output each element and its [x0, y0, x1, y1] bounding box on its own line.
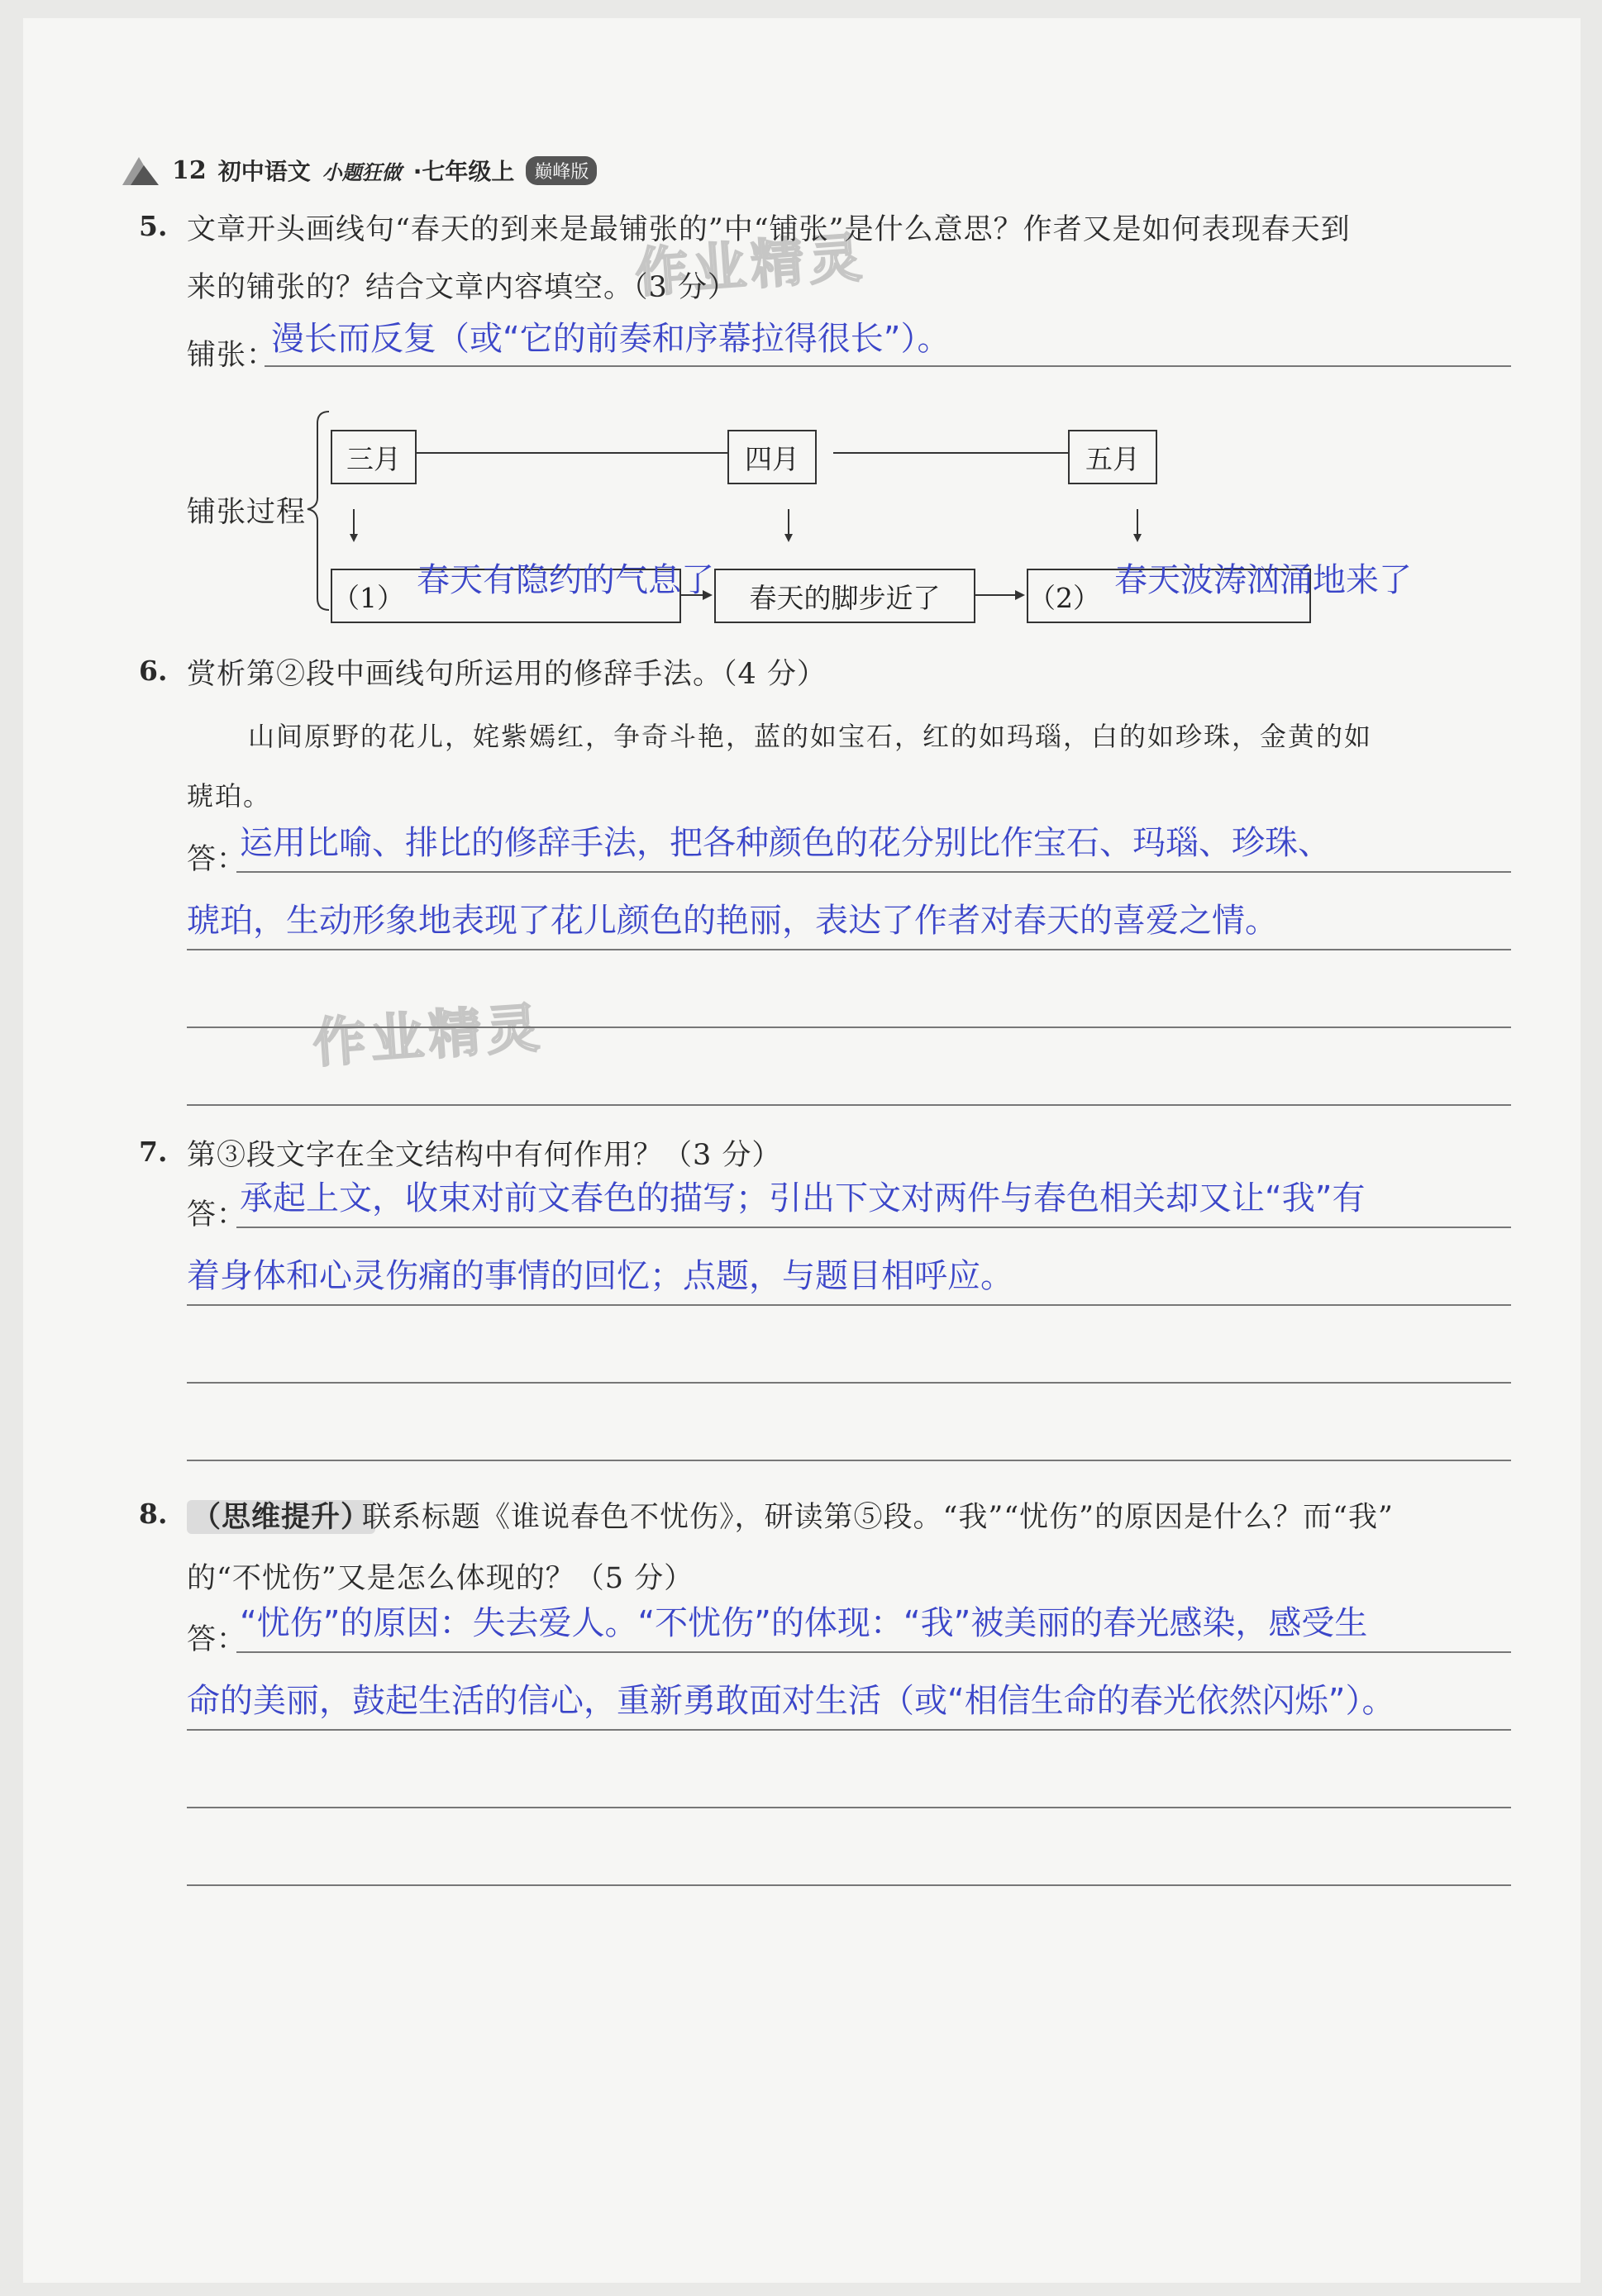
answer-label: 答： — [187, 1198, 247, 1231]
blank-label-2: （2） — [1028, 581, 1100, 614]
handwritten-answer: 着身体和心灵伤痛的事情的回忆；点题，与题目相呼应。 — [187, 1257, 1013, 1295]
page-number: 12 — [172, 155, 207, 185]
edition-badge: 巅峰版 — [526, 156, 597, 185]
quote-text: 琥珀。 — [187, 780, 272, 812]
answer-line — [187, 1027, 1511, 1028]
blank-label-1: （1） — [332, 581, 404, 614]
answer-line — [187, 1382, 1511, 1384]
handwritten-answer: “忧伤”的原因：失去爱人。“不忧伤”的体现：“我”被美丽的春光感染，感受生 — [240, 1604, 1368, 1642]
answer-line — [187, 1460, 1511, 1461]
subject-title: 初中语文 — [217, 158, 311, 185]
answer-line — [187, 949, 1511, 950]
answer-line — [187, 1884, 1511, 1886]
question-tag — [187, 1494, 375, 1536]
month-box-april: 四月 — [727, 430, 817, 484]
question-number: 7. — [139, 1136, 168, 1168]
answer-line — [187, 1729, 1511, 1731]
question-text: 赏析第②段中画线句所运用的修辞手法。（4 分） — [187, 658, 827, 691]
answer-line — [187, 1304, 1511, 1306]
question-number: 6. — [139, 655, 168, 687]
handwritten-answer: 运用比喻、排比的修辞手法，把各种颜色的花分别比作宝石、玛瑙、珍珠、 — [240, 824, 1331, 862]
answer-label: 答： — [187, 843, 247, 876]
question-text: 联系标题《谁说春色不忧伤》，研读第⑤段。“我”“忧伤”的原因是什么？而“我” — [362, 1501, 1394, 1534]
page-header — [121, 154, 597, 187]
question-text: 文章开头画线句“春天的到来是最铺张的”中“铺张”是什么意思？作者又是如何表现春天到 — [187, 213, 1351, 246]
month-box-march: 三月 — [331, 430, 417, 484]
answer-label: 答： — [187, 1623, 247, 1656]
triangle-logo-icon — [121, 154, 160, 187]
answer-line — [236, 1651, 1511, 1653]
answer-line — [265, 365, 1511, 367]
puzhang-label: 铺张： — [187, 339, 277, 372]
thinking-tag: （思维提升） — [187, 1500, 375, 1534]
workbook-page — [23, 18, 1581, 2283]
mid-box: 春天的脚步近了 — [714, 569, 975, 623]
watermark: 作业精灵 — [311, 998, 546, 1075]
watermark: 作业精灵 — [633, 227, 869, 305]
month-box-may: 五月 — [1068, 430, 1157, 484]
quote-text: 山间原野的花儿，姹紫嫣红，争奇斗艳，蓝的如宝石，红的如玛瑙，白的如珍珠，金黄的如 — [248, 721, 1373, 752]
question-number: 8. — [139, 1498, 168, 1530]
handwritten-answer: 春天波涛汹涌地来了 — [1114, 561, 1412, 599]
question-text: 的“不忧伤”又是怎么体现的？（5 分） — [187, 1562, 694, 1595]
handwritten-answer: 承起上文，收束对前文春色的描写；引出下文对两件与春色相关却又让“我”有 — [240, 1179, 1366, 1217]
grade-label: ·七年级上 — [412, 158, 515, 185]
question-number: 5. — [139, 210, 168, 242]
handwritten-answer: 漫长而反复（或“它的前奏和序幕拉得很长”）。 — [271, 320, 951, 358]
question-text: 来的铺张的？结合文章内容填空。（3 分） — [187, 271, 737, 304]
handwritten-answer: 命的美丽，鼓起生活的信心，重新勇敢面对生活（或“相信生命的春光依然闪烁”）。 — [187, 1682, 1395, 1720]
question-text: 第③段文字在全文结构中有何作用？（3 分） — [187, 1139, 782, 1172]
answer-line — [236, 1227, 1511, 1228]
handwritten-answer: 春天有隐约的气息了 — [417, 561, 714, 599]
answer-line — [187, 1104, 1511, 1106]
process-label: 铺张过程 — [187, 496, 307, 529]
series-logo: 小题狂做 — [322, 160, 402, 184]
answer-line — [236, 871, 1511, 873]
answer-line — [187, 1807, 1511, 1808]
handwritten-answer: 琥珀，生动形象地表现了花儿颜色的艳丽，表达了作者对春天的喜爱之情。 — [187, 902, 1278, 940]
